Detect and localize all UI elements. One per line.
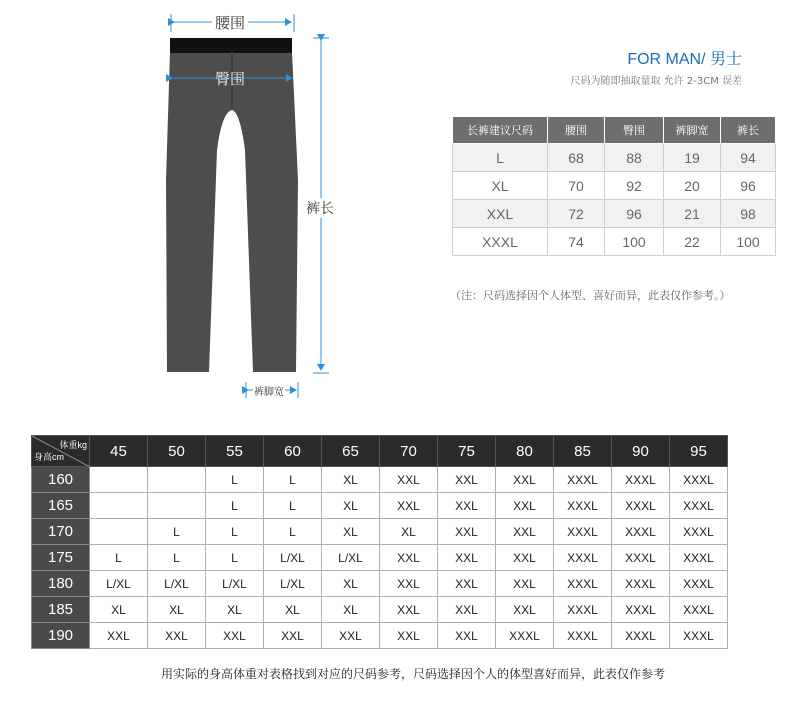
header-cell: 长裤建议尺码 [453, 117, 548, 144]
grid-cell: L/XL [322, 545, 380, 571]
grid-cell: L [206, 467, 264, 493]
grid-cell: XXL [90, 623, 148, 649]
grid-cell: XXL [496, 467, 554, 493]
weight-header: 45 [90, 436, 148, 467]
grid-cell: XXXL [612, 467, 670, 493]
weight-header: 50 [148, 436, 206, 467]
size-table-cell: 68 [548, 144, 605, 172]
grid-cell: XXL [380, 467, 438, 493]
size-table-row [453, 144, 776, 172]
grid-cell: L/XL [148, 571, 206, 597]
grid-cell: XXL [438, 571, 496, 597]
header-cell: 裤长 [721, 117, 776, 144]
weight-header: 65 [322, 436, 380, 467]
grid-cell: XXL [438, 545, 496, 571]
grid-cell: XXL [380, 597, 438, 623]
height-header: 180 [32, 571, 90, 597]
header-cell: 裤脚宽 [664, 117, 721, 144]
grid-cell: XXXL [554, 545, 612, 571]
grid-cell: XL [322, 571, 380, 597]
brand-header [571, 46, 742, 87]
grid-cell: L [206, 545, 264, 571]
grid-cell: XXXL [670, 493, 728, 519]
size-table-cell: 74 [548, 228, 605, 256]
size-table-cell: 88 [605, 144, 664, 172]
grid-cell: L [264, 519, 322, 545]
grid-cell: XXL [496, 571, 554, 597]
corner-weight-label: 体重kg [59, 440, 87, 450]
height-header: 185 [32, 597, 90, 623]
height-header: 190 [32, 623, 90, 649]
grid-cell: L [148, 519, 206, 545]
size-table-cell: 98 [721, 200, 776, 228]
grid-row [32, 597, 728, 623]
grid-cell [90, 493, 148, 519]
grid-row [32, 467, 728, 493]
grid-cell: XXXL [670, 519, 728, 545]
grid-cell: XXL [496, 597, 554, 623]
corner-height-label: 身高cm [34, 452, 64, 462]
size-table-cell: XXXL [453, 228, 548, 256]
grid-cell: XL [206, 597, 264, 623]
grid-cell: XL [380, 519, 438, 545]
grid-cell: XXL [380, 493, 438, 519]
grid-cell: XXL [322, 623, 380, 649]
size-table-cell: 70 [548, 172, 605, 200]
grid-cell: XXXL [554, 493, 612, 519]
bottom-note: 用实际的身高体重对表格找到对应的尺码参考，尺码选择因个人的体型喜好而异，此表仅作参考 [161, 667, 666, 681]
grid-cell: XXL [438, 467, 496, 493]
size-table-cell: 100 [721, 228, 776, 256]
grid-cell: XXXL [670, 545, 728, 571]
grid-cell: XL [322, 467, 380, 493]
grid-cell: L/XL [264, 545, 322, 571]
grid-cell: XXL [496, 493, 554, 519]
size-table-cell: 19 [664, 144, 721, 172]
grid-cell: XXXL [612, 493, 670, 519]
grid-cell: L/XL [264, 571, 322, 597]
size-table-cell: 72 [548, 200, 605, 228]
grid-cell: XXL [264, 623, 322, 649]
grid-cell: XXXL [554, 571, 612, 597]
brand-title: FOR MAN/ 男士 [627, 51, 742, 68]
grid-cell: XXL [380, 623, 438, 649]
grid-cell: XXXL [554, 623, 612, 649]
grid-cell: XXL [380, 545, 438, 571]
grid-cell: L [264, 493, 322, 519]
grid-cell: XXXL [612, 519, 670, 545]
size-table-cell: L [453, 144, 548, 172]
size-table-row [453, 228, 776, 256]
grid-cell: XXXL [554, 467, 612, 493]
grid-row [32, 519, 728, 545]
weight-header: 90 [612, 436, 670, 467]
grid-cell: L [148, 545, 206, 571]
grid-cell: L [90, 545, 148, 571]
hip-label: 臀围 [215, 70, 246, 88]
grid-cell: XXL [438, 597, 496, 623]
size-table-cell: 96 [605, 200, 664, 228]
height-header: 170 [32, 519, 90, 545]
size-table-cell: XL [453, 172, 548, 200]
grid-row [32, 623, 728, 649]
weight-header: 70 [380, 436, 438, 467]
grid-cell: XL [322, 597, 380, 623]
waistband [170, 38, 292, 53]
grid-cell: L [206, 519, 264, 545]
grid-cell: XXXL [670, 597, 728, 623]
size-table-cell: 94 [721, 144, 776, 172]
waist-label: 腰围 [212, 12, 248, 33]
header-cell: 臀围 [605, 117, 664, 144]
grid-cell: XL [90, 597, 148, 623]
height-header: 160 [32, 467, 90, 493]
size-table-cell: 20 [664, 172, 721, 200]
grid-cell: XL [322, 519, 380, 545]
weight-header: 75 [438, 436, 496, 467]
grid-cell: XXXL [612, 623, 670, 649]
weight-header: 55 [206, 436, 264, 467]
grid-cell [90, 467, 148, 493]
length-label: 裤长 [303, 198, 337, 218]
grid-cell: L/XL [206, 571, 264, 597]
grid-cell: XXXL [612, 545, 670, 571]
cuff-label: 裤脚宽 [253, 383, 285, 398]
size-table-row [453, 172, 776, 200]
grid-cell: XXL [380, 571, 438, 597]
size-table [452, 116, 776, 256]
grid-cell: XXL [438, 493, 496, 519]
grid-cell: XXL [496, 545, 554, 571]
grid-cell [148, 467, 206, 493]
grid-cell [148, 493, 206, 519]
pants-diagram [0, 0, 420, 420]
grid-cell: L/XL [90, 571, 148, 597]
grid-cell: XXXL [496, 623, 554, 649]
grid-cell: XXXL [554, 597, 612, 623]
weight-header: 80 [496, 436, 554, 467]
grid-cell: XXXL [670, 571, 728, 597]
header-cell: 腰围 [548, 117, 605, 144]
grid-cell: XXXL [670, 623, 728, 649]
grid-cell: XXXL [612, 571, 670, 597]
grid-row [32, 571, 728, 597]
size-table-cell: 92 [605, 172, 664, 200]
size-note: （注：尺码选择因个人体型、喜好而异，此表仅作参考。） [450, 289, 731, 302]
pants-illustration [0, 0, 420, 420]
weight-header: 60 [264, 436, 322, 467]
grid-cell: XXL [496, 519, 554, 545]
brand-subtitle: 尺码为随即抽取量取 允许 2-3CM 误差 [570, 76, 742, 87]
grid-cell: XL [264, 597, 322, 623]
size-table-row [453, 200, 776, 228]
grid-corner [32, 436, 90, 467]
grid-row [32, 545, 728, 571]
grid-cell: XL [148, 597, 206, 623]
size-table-cell: 22 [664, 228, 721, 256]
grid-cell: XXL [148, 623, 206, 649]
size-table-cell: 100 [605, 228, 664, 256]
size-table-header [453, 117, 776, 144]
grid-cell: XXL [206, 623, 264, 649]
grid-cell [90, 519, 148, 545]
grid-cell: XXXL [612, 597, 670, 623]
grid-cell: L [206, 493, 264, 519]
grid-header-row [32, 436, 728, 467]
size-table-cell: 96 [721, 172, 776, 200]
grid-cell: XXXL [670, 467, 728, 493]
size-table-cell: XXL [453, 200, 548, 228]
weight-header: 85 [554, 436, 612, 467]
size-table-cell: 21 [664, 200, 721, 228]
grid-row [32, 493, 728, 519]
grid-cell: XXXL [554, 519, 612, 545]
height-weight-grid [31, 435, 728, 649]
height-header: 165 [32, 493, 90, 519]
grid-cell: XL [322, 493, 380, 519]
grid-cell: XXL [438, 623, 496, 649]
height-header: 175 [32, 545, 90, 571]
grid-cell: L [264, 467, 322, 493]
grid-cell: XXL [438, 519, 496, 545]
weight-header: 95 [670, 436, 728, 467]
